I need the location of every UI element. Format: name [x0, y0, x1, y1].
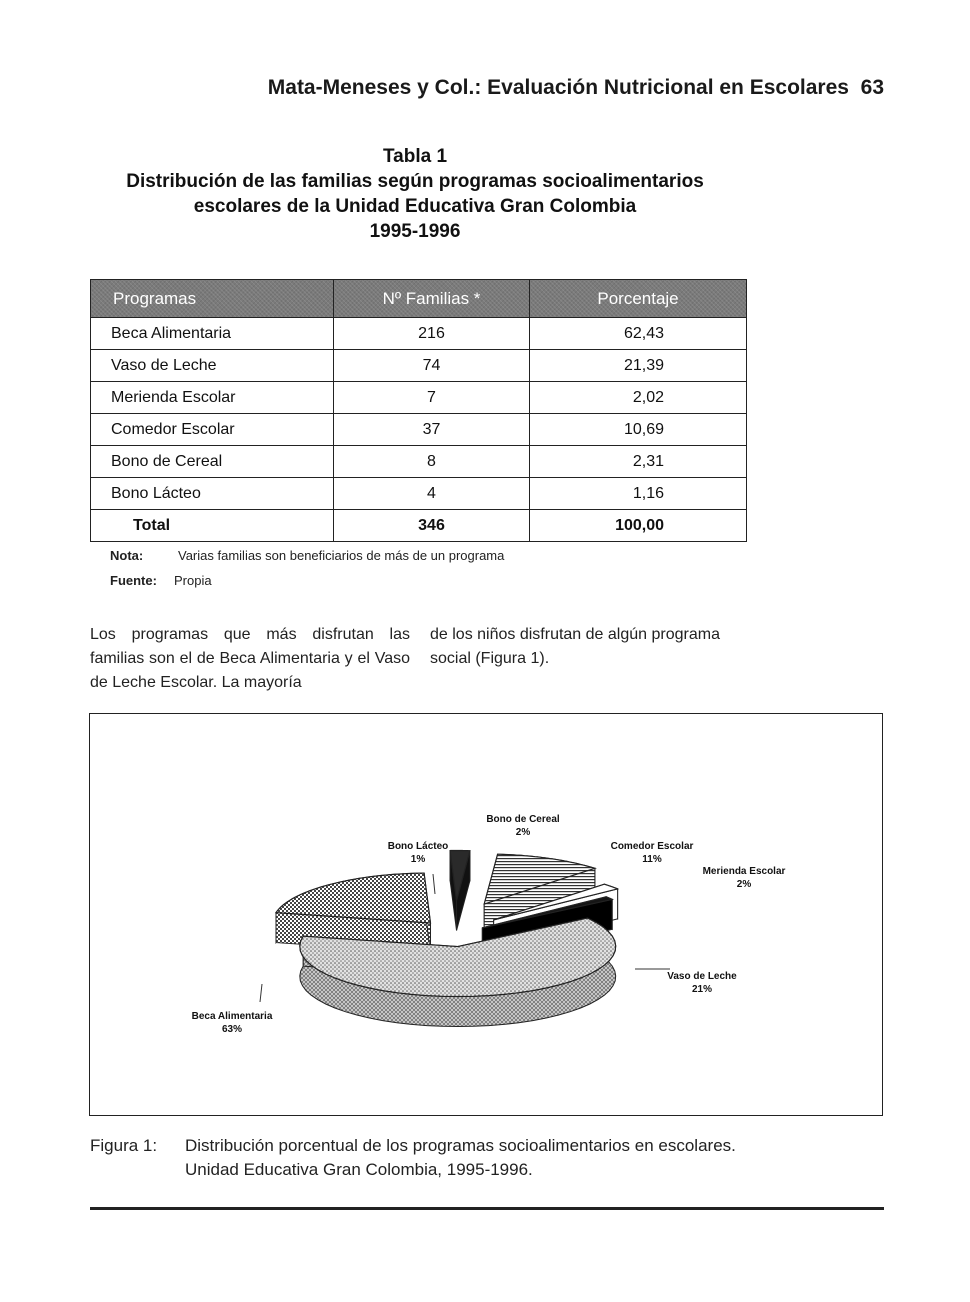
- cell-porcentaje: 2,02: [530, 382, 747, 414]
- table-row: [91, 446, 747, 478]
- table-row: [91, 382, 747, 414]
- figure-label: Figura 1:: [90, 1136, 158, 1155]
- note-text: Varias familias son beneficiarios de más de un programa: [178, 548, 505, 563]
- leader-line-beca-alimentaria: [260, 984, 262, 1002]
- cell-porcentaje: 21,39: [530, 350, 747, 382]
- body-text-right: de los niños disfrutan de algún programa social (Figura 1).: [430, 626, 720, 667]
- table-row: [91, 414, 747, 446]
- cell-familias: 216: [334, 318, 530, 350]
- pie-label-merienda-escolar: Merienda Escolar: [702, 866, 786, 877]
- column-header-programas: Programas: [91, 280, 334, 318]
- table-title-line2: escolares de la Unidad Educativa Gran Colombia: [193, 196, 637, 217]
- pie-slices: [276, 851, 618, 1027]
- leader-line-bono-lacteo: [433, 874, 435, 894]
- cell-familias: 7: [334, 382, 530, 414]
- note-label: Nota:: [110, 548, 144, 563]
- cell-familias: 4: [334, 478, 530, 510]
- page-number: 63: [860, 76, 884, 99]
- pie-value-merienda-escolar: 2%: [736, 879, 752, 890]
- table-title: [0, 144, 830, 244]
- cell-porcentaje: 62,43: [530, 318, 747, 350]
- table-row: [91, 318, 747, 350]
- pie-value-vaso-de-leche: 21%: [691, 984, 713, 995]
- pie-slice-merienda-escolar: [450, 851, 470, 931]
- total-familias: 346: [334, 510, 530, 542]
- cell-porcentaje: 1,16: [530, 478, 747, 510]
- figure-caption-line1: Distribución porcentual de los programas socioalimentarios en escolares.: [185, 1136, 736, 1155]
- source-label: Fuente:: [110, 573, 157, 588]
- pie-label-bono-lacteo: Bono Lácteo: [387, 841, 449, 852]
- pie-value-beca-alimentaria: 63%: [221, 1024, 243, 1035]
- pie-value-bono-lacteo: 1%: [410, 854, 426, 865]
- figure-caption-line2: Unidad Educativa Gran Colombia, 1995-1996.: [185, 1160, 533, 1179]
- pie-value-bono-de-cereal: 2%: [515, 827, 531, 838]
- table-years: 1995-1996: [369, 221, 461, 242]
- cell-programa: Bono Lácteo: [91, 478, 334, 510]
- table-total-row: [91, 510, 747, 542]
- pie-label-bono-de-cereal: Bono de Cereal: [486, 814, 560, 825]
- figure-frame: [89, 713, 883, 1116]
- table-label: Tabla 1: [382, 146, 448, 167]
- body-text-left: Los programas que más disfrutan las familias son el de Beca Alimentaria y el Vaso de Leche Escolar. La mayoría: [90, 626, 410, 691]
- distribution-table: [90, 279, 747, 542]
- page-bottom-rule: [90, 1207, 884, 1210]
- pie-label-beca-alimentaria: Beca Alimentaria: [191, 1011, 273, 1022]
- total-porcentaje: 100,00: [530, 510, 747, 542]
- cell-familias: 37: [334, 414, 530, 446]
- cell-familias: 8: [334, 446, 530, 478]
- running-title: Mata-Meneses y Col.: Evaluación Nutricional en Escolares: [267, 76, 849, 99]
- table-header-row: [91, 280, 747, 318]
- table-row: [91, 478, 747, 510]
- cell-programa: Beca Alimentaria: [91, 318, 334, 350]
- pie-chart: [90, 714, 882, 1114]
- table-source: [110, 573, 212, 588]
- pie-label-vaso-de-leche: Vaso de Leche: [667, 971, 737, 982]
- column-header-porcentaje: Porcentaje: [530, 280, 747, 318]
- cell-programa: Merienda Escolar: [91, 382, 334, 414]
- column-header-familias: Nº Familias *: [334, 280, 530, 318]
- pie-label-comedor-escolar: Comedor Escolar: [610, 841, 694, 852]
- cell-programa: Comedor Escolar: [91, 414, 334, 446]
- total-label: Total: [91, 510, 334, 542]
- cell-programa: Vaso de Leche: [91, 350, 334, 382]
- source-text: Propia: [174, 573, 212, 588]
- cell-familias: 74: [334, 350, 530, 382]
- table-title-line1: Distribución de las familias según programas socioalimentarios: [126, 171, 704, 192]
- table-row: [91, 350, 747, 382]
- table-note: [110, 548, 504, 563]
- pie-value-comedor-escolar: 11%: [642, 854, 662, 865]
- cell-porcentaje: 2,31: [530, 446, 747, 478]
- running-header: [0, 76, 884, 100]
- cell-programa: Bono de Cereal: [91, 446, 334, 478]
- cell-porcentaje: 10,69: [530, 414, 747, 446]
